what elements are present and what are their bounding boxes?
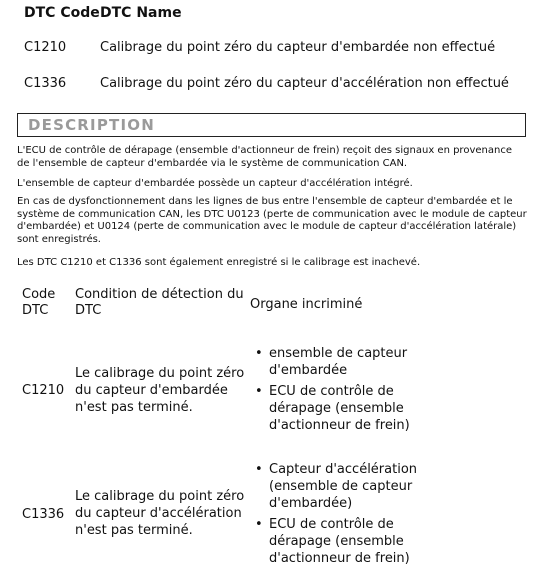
table-cell-code: C1336 <box>22 507 65 522</box>
description-paragraph: En cas de dysfonctionnement dans les lignes de bus entre l'ensemble de capteur d'embardée et le système de communication CAN, les DTC U0123 (perte de communication avec le module de capteur d'embardée) et U0124 (perte de communication avec le module de capteur d'accélération latérale) sont enregistrés. <box>17 196 527 245</box>
description-paragraph: Les DTC C1210 et C1336 sont également enregistré si le calibrage est inachevé. <box>17 257 421 268</box>
table-cell-code: C1210 <box>22 383 65 398</box>
part-label: ECU de contrôle de dérapage (ensemble d'actionneur de frein) <box>269 384 410 433</box>
dtc-list-item <box>24 76 509 91</box>
list-item <box>255 383 425 434</box>
part-label: ensemble de capteur d'embardée <box>269 346 408 378</box>
table-header-code: Code DTC <box>22 287 56 318</box>
table-header-condition: Condition de détection du DTC <box>75 287 244 318</box>
dtc-code: C1336 <box>24 76 67 91</box>
description-paragraph: L'ECU de contrôle de dérapage (ensemble d'actionneur de frein) reçoit des signaux en provenance de l'ensemble de capteur d'embardée via le système de communication CAN. <box>17 145 512 169</box>
part-label: Capteur d'accélération (ensemble de capteur d'embardée) <box>269 462 418 511</box>
dtc-list-header <box>24 5 182 21</box>
header-name: DTC Name <box>100 5 182 21</box>
dtc-code: C1210 <box>24 40 67 55</box>
part-label: ECU de contrôle de dérapage (ensemble d'actionneur de frein) <box>269 517 410 566</box>
table-cell-parts <box>255 345 425 438</box>
table-header-parts: Organe incriminé <box>250 297 363 312</box>
list-item <box>255 345 425 379</box>
description-title: DESCRIPTION <box>28 116 155 134</box>
table-cell-condition: Le calibrage du point zéro du capteur d'embardée n'est pas terminé. <box>75 366 245 415</box>
bullet-icon: • <box>255 346 263 361</box>
description-box <box>17 113 526 137</box>
dtc-name: Calibrage du point zéro du capteur d'embardée non effectué <box>100 40 496 55</box>
bullet-icon: • <box>255 384 263 399</box>
bullet-icon: • <box>255 517 263 532</box>
dtc-name: Calibrage du point zéro du capteur d'accélération non effectué <box>100 76 509 91</box>
table-cell-parts <box>255 461 425 571</box>
header-code: DTC Code <box>24 5 100 21</box>
bullet-icon: • <box>255 462 263 477</box>
list-item <box>255 516 425 567</box>
description-paragraph: L'ensemble de capteur d'embardée possède un capteur d'accélération intégré. <box>17 178 413 189</box>
dtc-list-item <box>24 40 496 55</box>
table-cell-condition: Le calibrage du point zéro du capteur d'accélération n'est pas terminé. <box>75 489 245 538</box>
list-item <box>255 461 425 512</box>
